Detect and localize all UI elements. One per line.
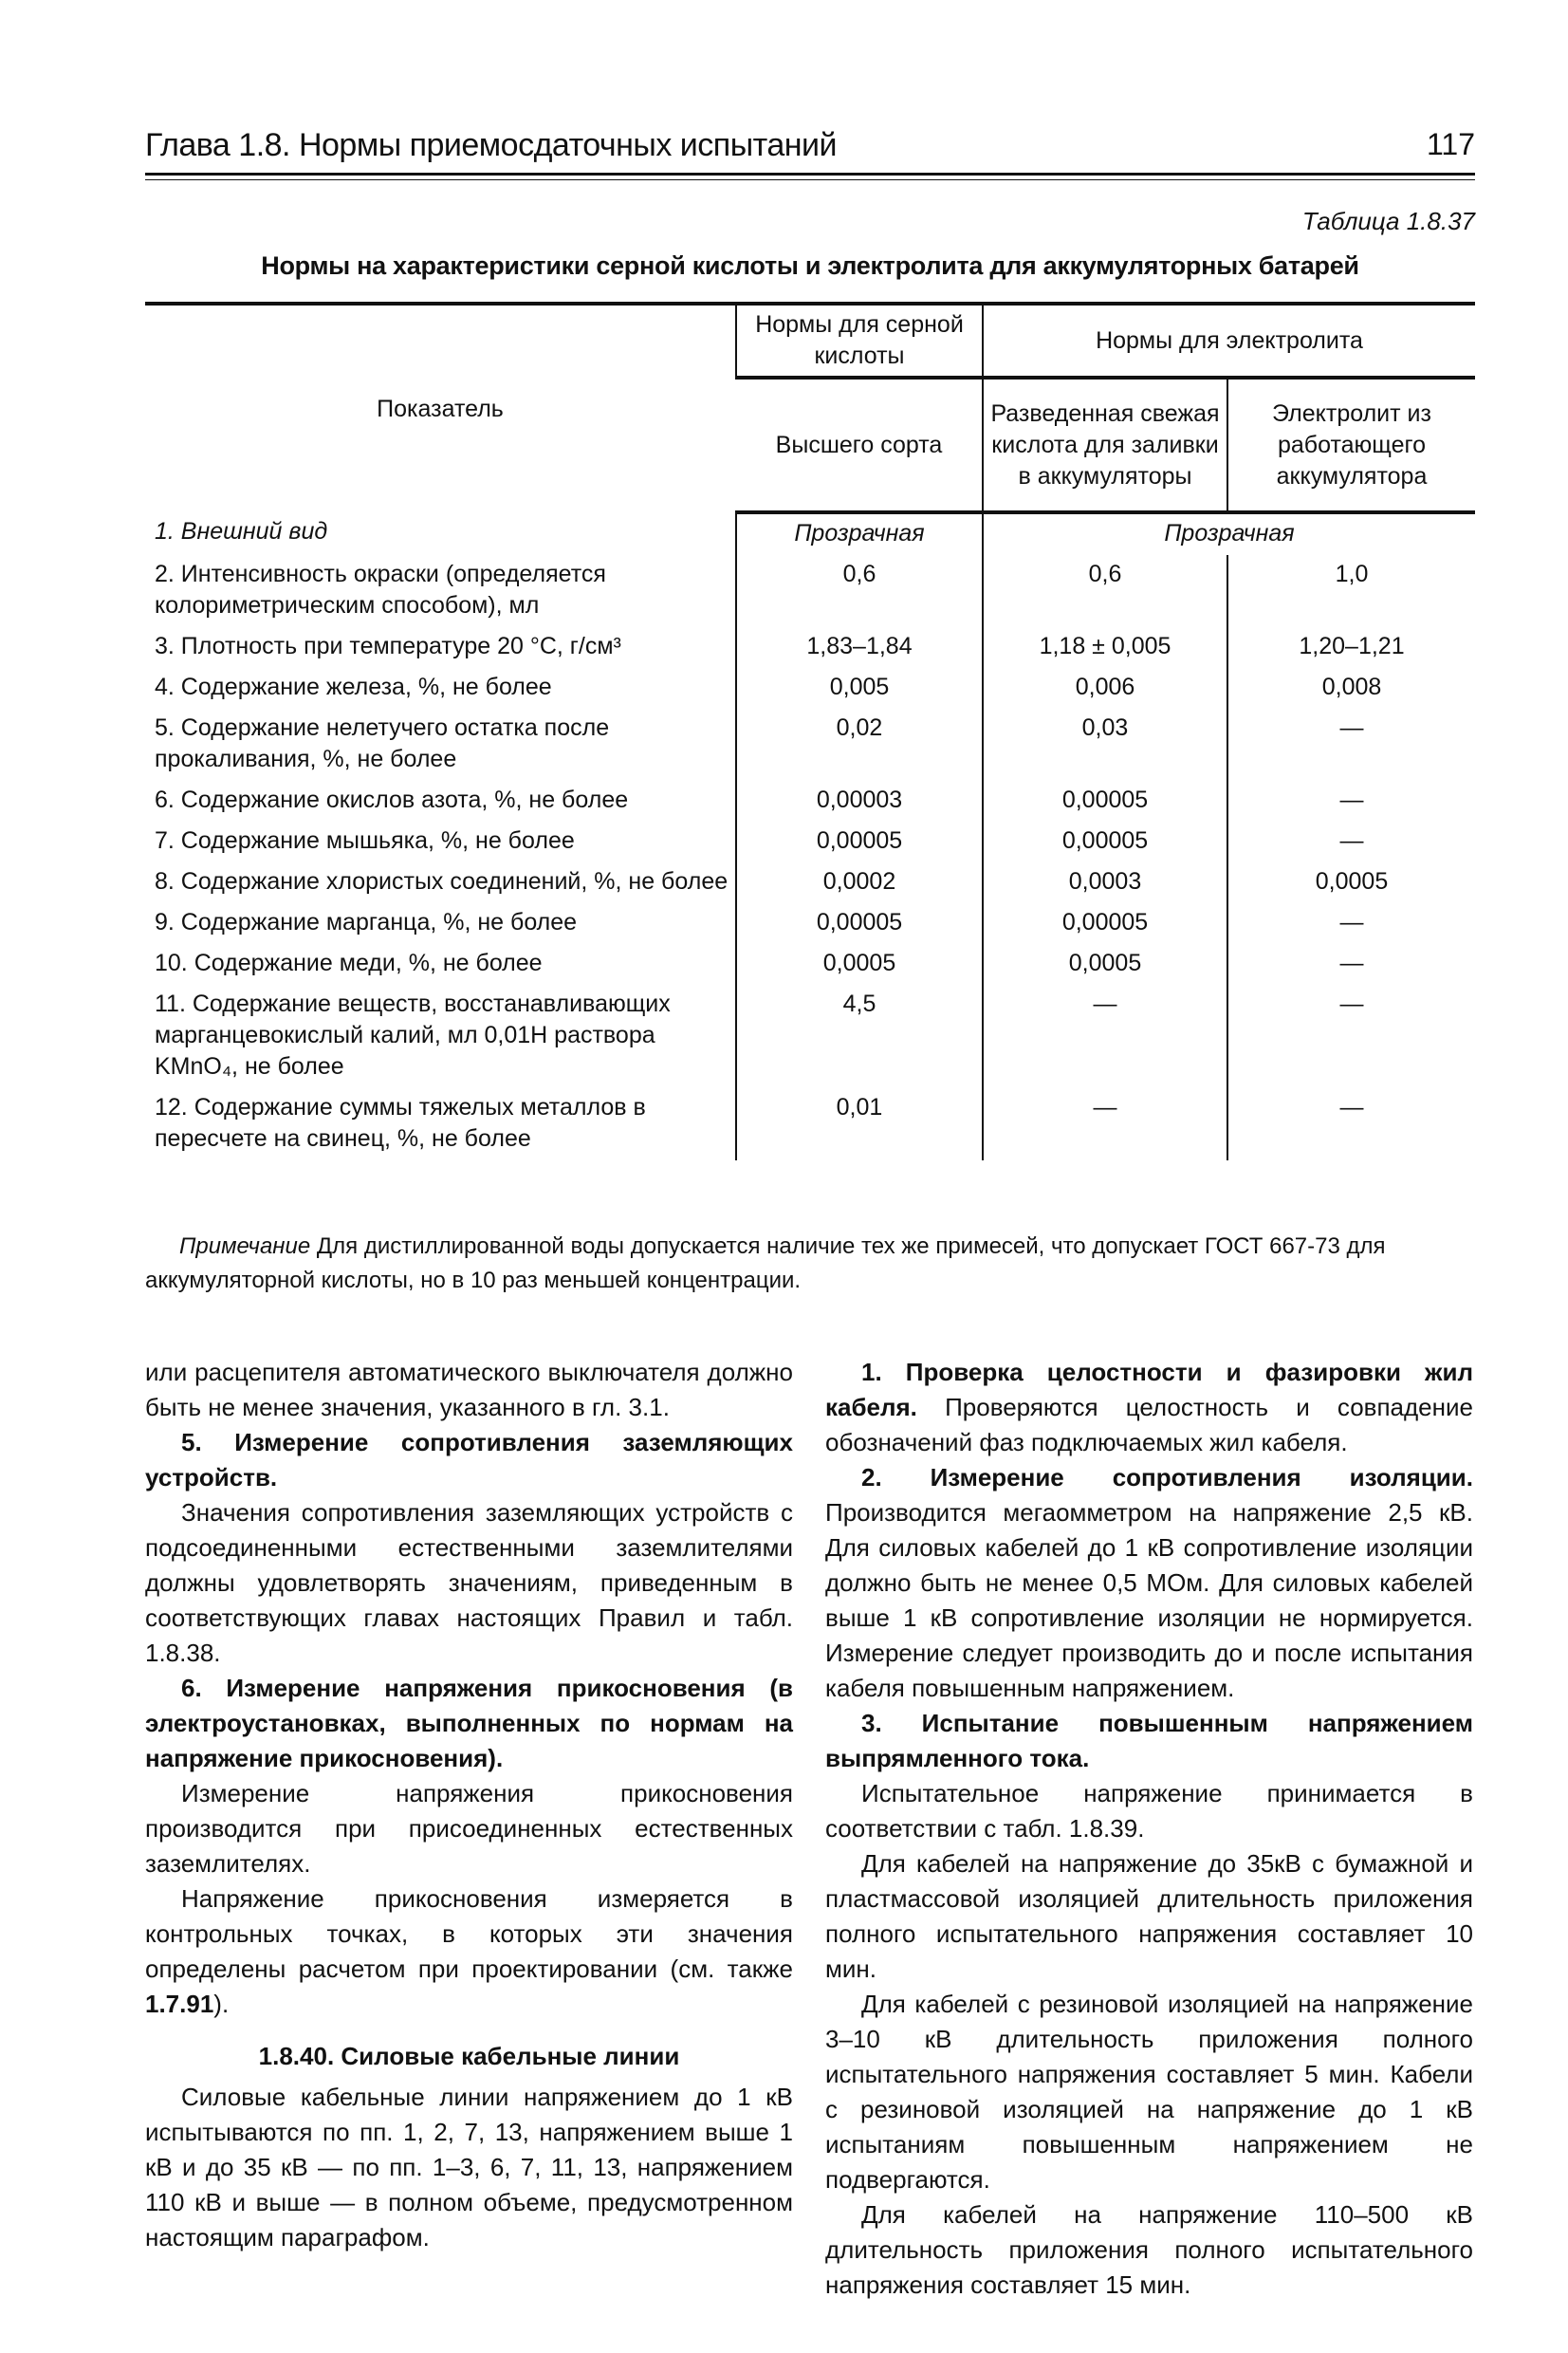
- text: Проверяются целостность и совпадение обозначений фаз подключаемых жил кабеля.: [825, 1393, 1473, 1456]
- norms-table: [145, 302, 1475, 1160]
- header-acid-group: Нормы для серной кислоты: [736, 304, 983, 378]
- heading-text: 1.8.40. Силовые кабельные линии: [258, 2042, 680, 2070]
- chapter-title: Глава 1.8. Нормы приемосдаточных испытаний: [145, 127, 838, 163]
- row-fresh: 0,6: [983, 555, 1227, 627]
- header-electrolyte-group: Нормы для электролита: [983, 304, 1475, 378]
- table-row: [145, 512, 1475, 555]
- row-working: 1,20–1,21: [1227, 627, 1475, 668]
- left-column: [145, 1355, 793, 2255]
- row-working: 0,008: [1227, 668, 1475, 709]
- paragraph: Значения сопротивления заземляющих устройств с подсоединенными естественными заземлителями должны удовлетворять значениям, приведенным в соответствующих главах настоящих Правил и табл. 1.8.38.: [145, 1498, 793, 1667]
- table-row: [145, 555, 1475, 627]
- header-working-electrolyte: Электролит из работающего аккумулятора: [1227, 378, 1475, 512]
- header-acid-top-grade: Высшего сорта: [736, 378, 983, 512]
- heading-text: 2. Измерение сопротивления изоляции.: [861, 1463, 1473, 1491]
- row-fresh: 0,03: [983, 709, 1227, 781]
- table-row: [145, 985, 1475, 1088]
- note-text: Для дистиллированной воды допускается наличие тех же примесей, что допускает ГОСТ 667-73 для аккумуляторной кислоты, но в 10 раз меньшей концентрации.: [145, 1233, 1386, 1293]
- heading-item-6: [145, 1671, 793, 1776]
- row-name: 11. Содержание веществ, восстанавливающих марганцевокислый калий, мл 0,01Н раствора KMnO₄, не более: [155, 991, 671, 1080]
- page-number: 117: [1426, 127, 1475, 161]
- heading-item-3: [825, 1706, 1473, 1776]
- row-acid: Прозрачная: [736, 512, 983, 555]
- table-row: [145, 668, 1475, 709]
- table-row: [145, 862, 1475, 903]
- table-row: [145, 903, 1475, 944]
- table-row: [145, 822, 1475, 862]
- row-acid: 0,00005: [736, 903, 983, 944]
- row-name: 5. Содержание нелетучего остатка после прокаливания, %, не более: [155, 714, 610, 772]
- heading-text: 1. Проверка целостности и фазировки жил кабеля.: [825, 1358, 1473, 1421]
- row-working: —: [1227, 709, 1475, 781]
- table-title: Нормы на характеристики серной кислоты и электролита для аккумуляторных батарей: [261, 251, 1359, 280]
- table-row: [145, 781, 1475, 822]
- row-working: —: [1227, 1088, 1475, 1160]
- row-acid: 0,02: [736, 709, 983, 781]
- row-acid: 0,005: [736, 668, 983, 709]
- row-fresh: 0,006: [983, 668, 1227, 709]
- row-fresh: 0,00005: [983, 781, 1227, 822]
- row-working: —: [1227, 944, 1475, 985]
- paragraph: Для кабелей на напряжение до 35кВ с бумажной и пластмассовой изоляцией длительность приложения полного испытательного напряжения составляет 10 мин.: [825, 1849, 1473, 1983]
- row-name: 7. Содержание мышьяка, %, не более: [155, 827, 575, 854]
- row-name: 4. Содержание железа, %, не более: [155, 674, 552, 700]
- note-label: Примечание: [179, 1233, 311, 1259]
- right-column: [825, 1355, 1473, 2303]
- section-heading: [145, 2039, 793, 2074]
- row-name: 1. Внешний вид: [155, 518, 328, 545]
- paragraph: Для кабелей с резиновой изоляцией на напряжение 3–10 кВ длительность приложения полного испытательного напряжения составляет 5 мин. Кабели с резиновой изоляцией на напряжение до 1 кВ испытаниям повышенным напряжением не подвергаются.: [825, 1990, 1473, 2194]
- row-acid: 0,6: [736, 555, 983, 627]
- heading-text: 5. Измерение сопротивления заземляющих устройств.: [145, 1428, 793, 1491]
- row-acid: 1,83–1,84: [736, 627, 983, 668]
- text: ).: [213, 1990, 230, 2018]
- row-acid: 0,00005: [736, 822, 983, 862]
- row-working: —: [1227, 781, 1475, 822]
- row-acid: 0,0005: [736, 944, 983, 985]
- table-row: [145, 944, 1475, 985]
- heading-text: 3. Испытание повышенным напряжением выпрямленного тока.: [825, 1709, 1473, 1772]
- heading-text: 6. Измерение напряжения прикосновения (в электроустановках, выполненных по нормам на напряжение прикосновения).: [145, 1674, 793, 1772]
- paragraph-item-1: [825, 1355, 1473, 1460]
- row-electrolyte: Прозрачная: [983, 512, 1475, 555]
- row-acid: 0,00003: [736, 781, 983, 822]
- row-name: 12. Содержание суммы тяжелых металлов в пересчете на свинец, %, не более: [155, 1094, 646, 1152]
- table-note: [145, 1230, 1475, 1298]
- header-indicator: Показатель: [145, 304, 736, 512]
- row-working: —: [1227, 903, 1475, 944]
- paragraph: Для кабелей на напряжение 110–500 кВ длительность приложения полного испытательного напряжения составляет 15 мин.: [825, 2200, 1473, 2299]
- row-name: 2. Интенсивность окраски (определяется колориметрическим способом), мл: [155, 561, 606, 619]
- table-row: [145, 1088, 1475, 1160]
- row-working: —: [1227, 822, 1475, 862]
- row-name: 8. Содержание хлористых соединений, %, не более: [155, 868, 729, 895]
- row-acid: 0,01: [736, 1088, 983, 1160]
- paragraph: Измерение напряжения прикосновения производится при присоединенных естественных заземлителях.: [145, 1779, 793, 1878]
- row-fresh: 0,00005: [983, 903, 1227, 944]
- row-name: 10. Содержание меди, %, не более: [155, 950, 543, 976]
- row-name: 6. Содержание окислов азота, %, не более: [155, 787, 629, 813]
- running-header: [145, 125, 1475, 176]
- row-fresh: 0,00005: [983, 822, 1227, 862]
- text: Производится мегаомметром на напряжение 2,5 кВ. Для силовых кабелей до 1 кВ сопротивление изоляции должно быть не менее 0,5 МОм. Для силовых кабелей выше 1 кВ сопротивление изоляции не нормируется. Измерение следует производить до и после испытания кабеля повышенным напряжением.: [825, 1498, 1473, 1702]
- paragraph: [145, 1881, 793, 2022]
- heading-item-5: [145, 1425, 793, 1495]
- row-fresh: —: [983, 1088, 1227, 1160]
- row-acid: 4,5: [736, 985, 983, 1088]
- row-name: 9. Содержание марганца, %, не более: [155, 909, 578, 936]
- paragraph: или расцепителя автоматического выключателя должно быть не менее значения, указанного в гл. 3.1.: [145, 1358, 793, 1421]
- row-fresh: —: [983, 985, 1227, 1088]
- row-fresh: 1,18 ± 0,005: [983, 627, 1227, 668]
- table-row: [145, 627, 1475, 668]
- row-fresh: 0,0003: [983, 862, 1227, 903]
- paragraph-item-2: [825, 1460, 1473, 1706]
- row-working: 1,0: [1227, 555, 1475, 627]
- paragraph: Испытательное напряжение принимается в соответствии с табл. 1.8.39.: [825, 1779, 1473, 1843]
- cross-reference: 1.7.91: [145, 1990, 214, 2018]
- row-acid: 0,0002: [736, 862, 983, 903]
- row-working: —: [1227, 985, 1475, 1088]
- row-working: 0,0005: [1227, 862, 1475, 903]
- table-number: Таблица 1.8.37: [1301, 207, 1475, 235]
- paragraph: Силовые кабельные линии напряжением до 1 кВ испытываются по пп. 1, 2, 7, 13, напряжением выше 1 кВ и до 35 кВ — по пп. 1–3, 6, 7, 11, 13, напряжением 110 кВ и выше — в полном объеме, предусмотренном настоящим параграфом.: [145, 2083, 793, 2251]
- text: Напряжение прикосновения измеряется в контрольных точках, в которых эти значения определены расчетом при проектировании (см. также: [145, 1884, 793, 1983]
- row-fresh: 0,0005: [983, 944, 1227, 985]
- row-name: 3. Плотность при температуре 20 °С, г/см³: [155, 633, 621, 659]
- table-row: [145, 709, 1475, 781]
- header-fresh-acid: Разведенная свежая кислота для заливки в аккумуляторы: [983, 378, 1227, 512]
